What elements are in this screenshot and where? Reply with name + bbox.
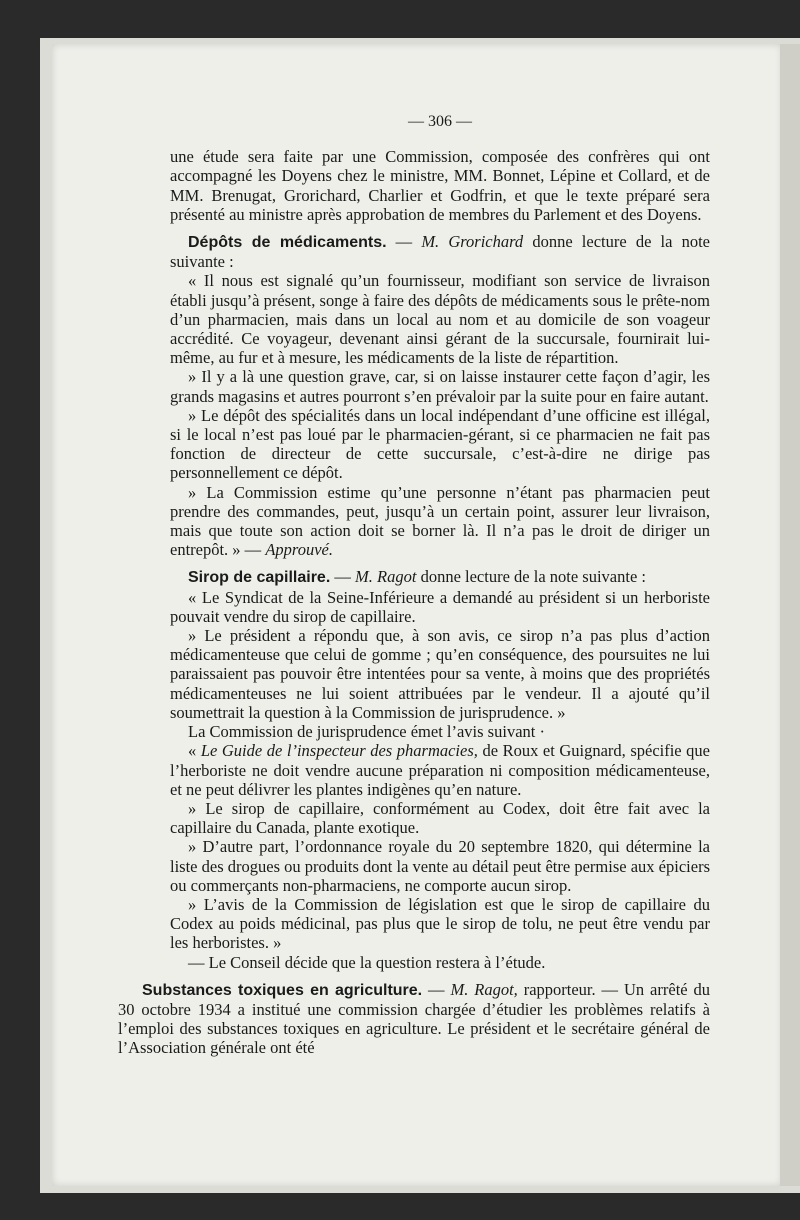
dash: — [386,232,422,252]
paragraph: La Commission de jurisprudence émet l’avis suivant · [188,722,545,742]
section-substances-lead [118,980,710,1058]
paragraph: « Il nous est signalé qu’un fournisseur, modifiant son service de livraison établi jusqu’à présent, songe à faire des dépôts de médicaments sous le prête-nom d’un pharmacien, mais dans un local au nom et au domicile de son voageur accrédité. Ce voyageur, devenant ainsi gérant de la succursale, fournirait lui-même, au fur et à mesure, les médicaments de la liste de répartition. [170,271,710,368]
speaker-name: M. Ragot, [450,979,518,999]
dash: — [422,979,451,999]
paragraph: » Le dépôt des spécialités dans un local indépendant d’une officine est illégal, si le local n’est pas loué par le pharmacien-gérant, si ce pharmacien ne fait pas fonction de directeur de cette succursale, c’est-à-dire ne dirige pas personnellement ce dépôt. [170,405,710,483]
paragraph: » D’autre part, l’ordonnance royale du 20 septembre 1820, qui détermine la liste des drogues ou produits dont la vente au détail peut être permise aux épiciers ou commerçants non-pharmaciens, ne comporte aucun sirop. [170,837,710,895]
page-text [118,112,711,1058]
speaker-name: M. Ragot [355,567,417,587]
section-sirop-lead [170,567,710,587]
paragraph-text: de Roux et Guignard, spécifie que l’herboriste ne doit vendre aucune préparation ni composition médicamenteuse, et ne peut délivrer les plantes indigènes qu’en nature. [170,741,711,799]
paragraph: — Le Conseil décide que la question restera à l’étude. [188,952,546,972]
paragraph: » Il y a là une question grave, car, si on laisse instaurer cette façon d’agir, les grands magasins et autres pourront s’en prévaloir par la suite pour en faire autant. [170,367,710,406]
approved-note: Approuvé. [265,540,333,560]
section-heading-depots: Dépôts de médicaments. [188,234,387,252]
lead-text: donne lecture de la note suivante : [170,232,710,272]
dash: — [330,567,356,587]
adjacent-page-edge [780,44,800,1186]
page-number: — 306 — [408,113,472,130]
lead-text: rapporteur. — Un arrêté du 30 octobre 1934 a institué une commission chargée d’étudier les problèmes relatifs à l’emploi des substances toxiques en agriculture. Le président et le secrétaire général de l’Association générale ont été [118,979,711,1058]
speaker-name: M. Grorichard [421,232,524,252]
section-heading-sirop: Sirop de capillaire. [188,569,331,587]
paragraph [170,741,710,799]
paragraph: » Le président a répondu que, à son avis, ce sirop n’a pas plus d’action médicamenteuse que celui de gomme ; qu’en conséquence, des poursuites ne lui paraissaient pas pouvoir être intentées pour sa vente, à moins que des propriétés médicamenteuses ne lui soient attribuées par le vendeur. Il a ajouté qu’il soumettrait la question à la Commission de jurisprudence. » [170,626,710,722]
section-substances [118,980,710,1058]
paragraph: » Le sirop de capillaire, conformément au Codex, doit être fait avec la capillaire du Canada, plante exotique. [170,798,710,838]
paragraph-text: » La Commission estime qu’une personne n’étant pas pharmacien peut prendre des commandes, peut, jusqu’à un certain point, assurer leur livraison, mais que toute son action doit se borner là. Il n’a pas le droit de diriger un entrepôt. » — [170,482,710,560]
section-heading-substances: Substances toxiques en agriculture. [142,981,423,999]
lead-text: donne lecture de la note suivante : [416,567,646,587]
paragraph: « Le Syndicat de la Seine-Inférieure a demandé au président si un herboriste pouvait vendre du sirop de capillaire. [170,587,710,626]
section-depots-lead [170,232,710,271]
paragraph: » L’avis de la Commission de législation est que le sirop de capillaire du Codex au poids médicinal, pas plus que le sirop de tolu, ne peut être vendu par les herboristes. » [170,894,710,953]
book-title: Le Guide de l’inspecteur des pharmacies, [200,741,478,761]
quote-mark: « [188,741,201,761]
intro-paragraph: une étude sera faite par une Commission, composée des confrères qui ont accompagné les Doyens chez le ministre, MM. Bonnet, Lépine et Collard, et de MM. Brenugat, Grorichard, Charlier et Godfrin, et que le texte préparé sera présenté au ministre après approbation de membres du Parlement et des Doyens. [170,147,710,224]
paragraph [170,483,710,560]
